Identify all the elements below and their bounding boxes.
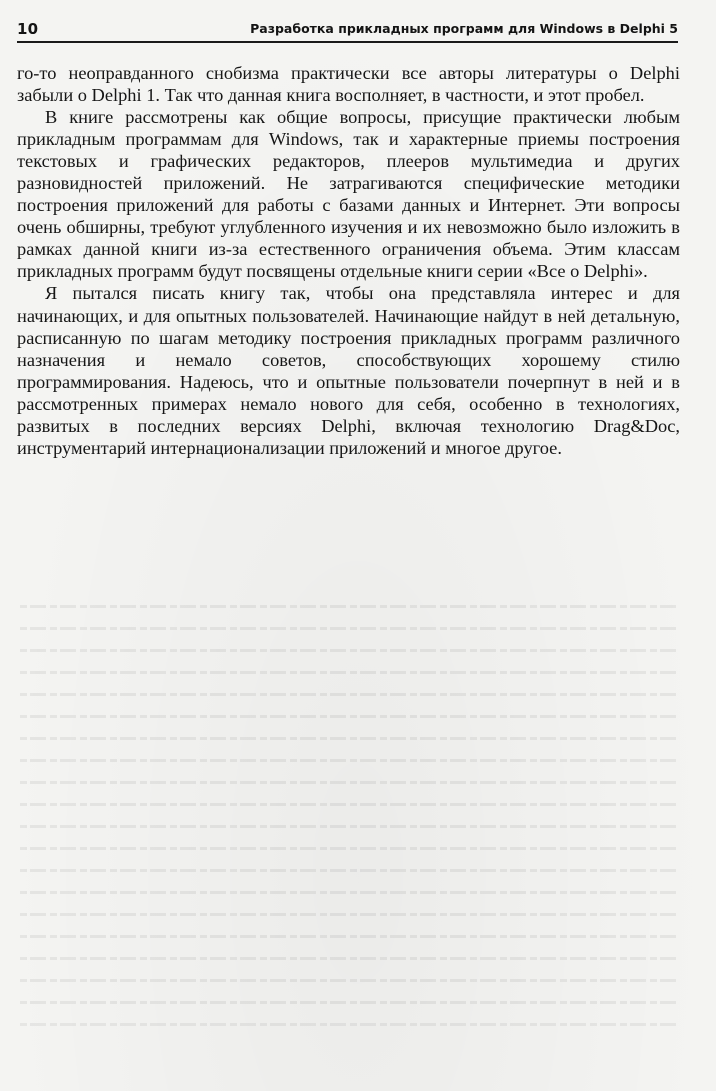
- header-rule: [17, 41, 678, 43]
- paragraph-3: Я пытался писать книгу так, чтобы она представляла интерес и для начинающих, и для опытных пользователей. Начинающие найдут в ней детальную, расписанную по шагам методику построения прикладных программ различного назначения и немало советов, способствующих хорошему стилю программирования. Надеюсь, что и опытные пользователи почерпнут в ней и в рассмотренных примерах немало нового для себя, особенно в технологиях, развитых в последних версиях Delphi, включая технологию Drag&Doc, инструментарий интернационализации приложений и многое другое.: [17, 283, 680, 458]
- page-number: 10: [17, 20, 39, 38]
- show-through-bleed: [20, 605, 680, 1075]
- body-text: [17, 62, 680, 459]
- running-title: Разработка прикладных программ для Windows в Delphi 5: [250, 21, 678, 36]
- paragraph-1: го-то неоправданного снобизма практически все авторы литературы о Delphi забыли о Delphi 1. Так что данная книга восполняет, в частности, и этот пробел.: [17, 63, 680, 106]
- paragraph-2: В книге рассмотрены как общие вопросы, присущие практически любым прикладным программам для Windows, так и характерные приемы построения текстовых и графических редакторов, плееров мультимедиа и других разновидностей приложений. Не затрагиваются специфические методики построения приложений для работы с базами данных и Интернет. Эти вопросы очень обширны, требуют углубленного изучения и их невозможно было изложить в рамках данной книги из-за естественного ограничения объема. Этим классам прикладных программ будут посвящены отдельные книги серии «Все о Delphi».: [17, 107, 680, 282]
